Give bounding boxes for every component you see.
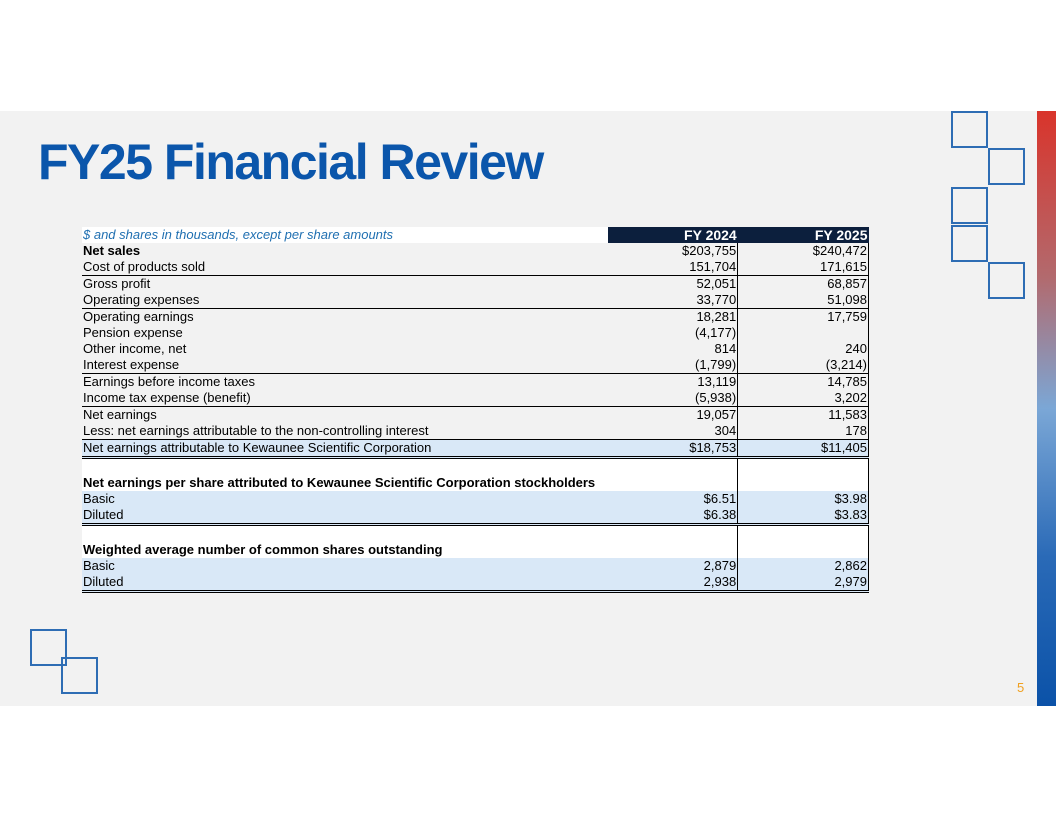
accent-color-bar bbox=[1037, 111, 1056, 706]
eps-heading: Net earnings per share attributed to Kewaunee Scientific Corporation stockholders bbox=[82, 475, 608, 491]
table-row bbox=[82, 423, 869, 440]
fy2024-value: 52,051 bbox=[608, 276, 738, 293]
fy2024-value: $6.51 bbox=[608, 491, 738, 507]
fy2025-value: 3,202 bbox=[738, 390, 869, 407]
fy2024-value: $6.38 bbox=[608, 507, 738, 525]
row-label: Diluted bbox=[82, 574, 608, 592]
spacer-row bbox=[82, 458, 869, 476]
row-label: Basic bbox=[82, 558, 608, 574]
row-label: Other income, net bbox=[83, 341, 187, 356]
fy2025-value: (3,214) bbox=[738, 357, 869, 374]
fy2025-value: $3.83 bbox=[738, 507, 869, 525]
table-row bbox=[82, 243, 869, 259]
shares-heading: Weighted average number of common shares outstanding bbox=[82, 542, 608, 558]
fy2025-value: 14,785 bbox=[738, 374, 869, 391]
fy2025-value: 68,857 bbox=[738, 276, 869, 293]
fy2025-value bbox=[738, 325, 869, 341]
table-row bbox=[82, 558, 869, 574]
decorative-square bbox=[988, 148, 1025, 185]
fy2025-value: 178 bbox=[738, 423, 869, 440]
row-label: Cost of products sold bbox=[83, 259, 206, 274]
slide bbox=[0, 111, 1056, 706]
fy2025-value: 51,098 bbox=[738, 292, 869, 309]
decorative-square bbox=[951, 111, 988, 148]
table-row bbox=[82, 259, 869, 276]
row-label: Net earnings attributable to Kewaunee Scientific Corporation bbox=[82, 440, 608, 458]
row-label: Earnings before income taxes bbox=[82, 374, 608, 391]
fy2025-value: 240 bbox=[738, 341, 869, 357]
row-label: Net earnings bbox=[82, 407, 608, 424]
row-label: Interest expense bbox=[83, 357, 180, 372]
column-header-fy2025: FY 2025 bbox=[738, 227, 869, 243]
row-label: Net sales bbox=[83, 243, 141, 258]
fy2025-value: 171,615 bbox=[738, 259, 869, 276]
table-row bbox=[82, 374, 869, 391]
fy2025-value: $3.98 bbox=[738, 491, 869, 507]
row-label: Operating earnings bbox=[82, 309, 608, 326]
row-label: Income tax expense (benefit) bbox=[83, 390, 251, 405]
fy2024-value: $203,755 bbox=[608, 243, 738, 259]
table-row bbox=[82, 507, 869, 525]
fy2024-value: $18,753 bbox=[608, 440, 738, 458]
table-row bbox=[82, 390, 869, 407]
table-row bbox=[82, 491, 869, 507]
table-row bbox=[82, 357, 869, 374]
fy2024-value: 18,281 bbox=[608, 309, 738, 326]
table-header-row bbox=[82, 227, 869, 243]
fy2024-value: 304 bbox=[608, 423, 738, 440]
table-row bbox=[82, 325, 869, 341]
section-heading-row bbox=[82, 475, 869, 491]
table-row bbox=[82, 309, 869, 326]
table-subtitle: $ and shares in thousands, except per share amounts bbox=[82, 227, 608, 243]
row-label: Diluted bbox=[82, 507, 608, 525]
row-label: Basic bbox=[82, 491, 608, 507]
fy2024-value: 151,704 bbox=[608, 259, 738, 276]
decorative-square bbox=[951, 225, 988, 262]
page-number: 5 bbox=[1017, 680, 1025, 695]
fy2025-value: 17,759 bbox=[738, 309, 869, 326]
row-label: Operating expenses bbox=[83, 292, 200, 307]
table-row-total bbox=[82, 440, 869, 458]
table-row bbox=[82, 407, 869, 424]
section-heading-row bbox=[82, 542, 869, 558]
decorative-square bbox=[951, 187, 988, 224]
fy2024-value: 13,119 bbox=[608, 374, 738, 391]
table-row bbox=[82, 292, 869, 309]
table-row bbox=[82, 276, 869, 293]
decorative-square bbox=[61, 657, 98, 694]
fy2025-value: 2,862 bbox=[738, 558, 869, 574]
table-row bbox=[82, 341, 869, 357]
fy2024-value: 33,770 bbox=[608, 292, 738, 309]
financial-table bbox=[82, 227, 869, 593]
fy2025-value: $240,472 bbox=[738, 243, 869, 259]
row-label: Less: net earnings attributable to the non-controlling interest bbox=[83, 423, 429, 438]
fy2024-value: (5,938) bbox=[608, 390, 738, 407]
fy2024-value: 19,057 bbox=[608, 407, 738, 424]
row-label: Pension expense bbox=[83, 325, 183, 340]
fy2024-value: 2,879 bbox=[608, 558, 738, 574]
fy2024-value: (1,799) bbox=[608, 357, 738, 374]
row-label: Gross profit bbox=[82, 276, 608, 293]
fy2024-value: 2,938 bbox=[608, 574, 738, 592]
fy2025-value: 11,583 bbox=[738, 407, 869, 424]
page-title: FY25 Financial Review bbox=[38, 134, 543, 190]
fy2025-value: 2,979 bbox=[738, 574, 869, 592]
fy2024-value: 814 bbox=[608, 341, 738, 357]
decorative-square bbox=[988, 262, 1025, 299]
fy2024-value: (4,177) bbox=[608, 325, 738, 341]
column-header-fy2024: FY 2024 bbox=[608, 227, 738, 243]
fy2025-value: $11,405 bbox=[738, 440, 869, 458]
table-row bbox=[82, 574, 869, 592]
spacer-row bbox=[82, 525, 869, 543]
